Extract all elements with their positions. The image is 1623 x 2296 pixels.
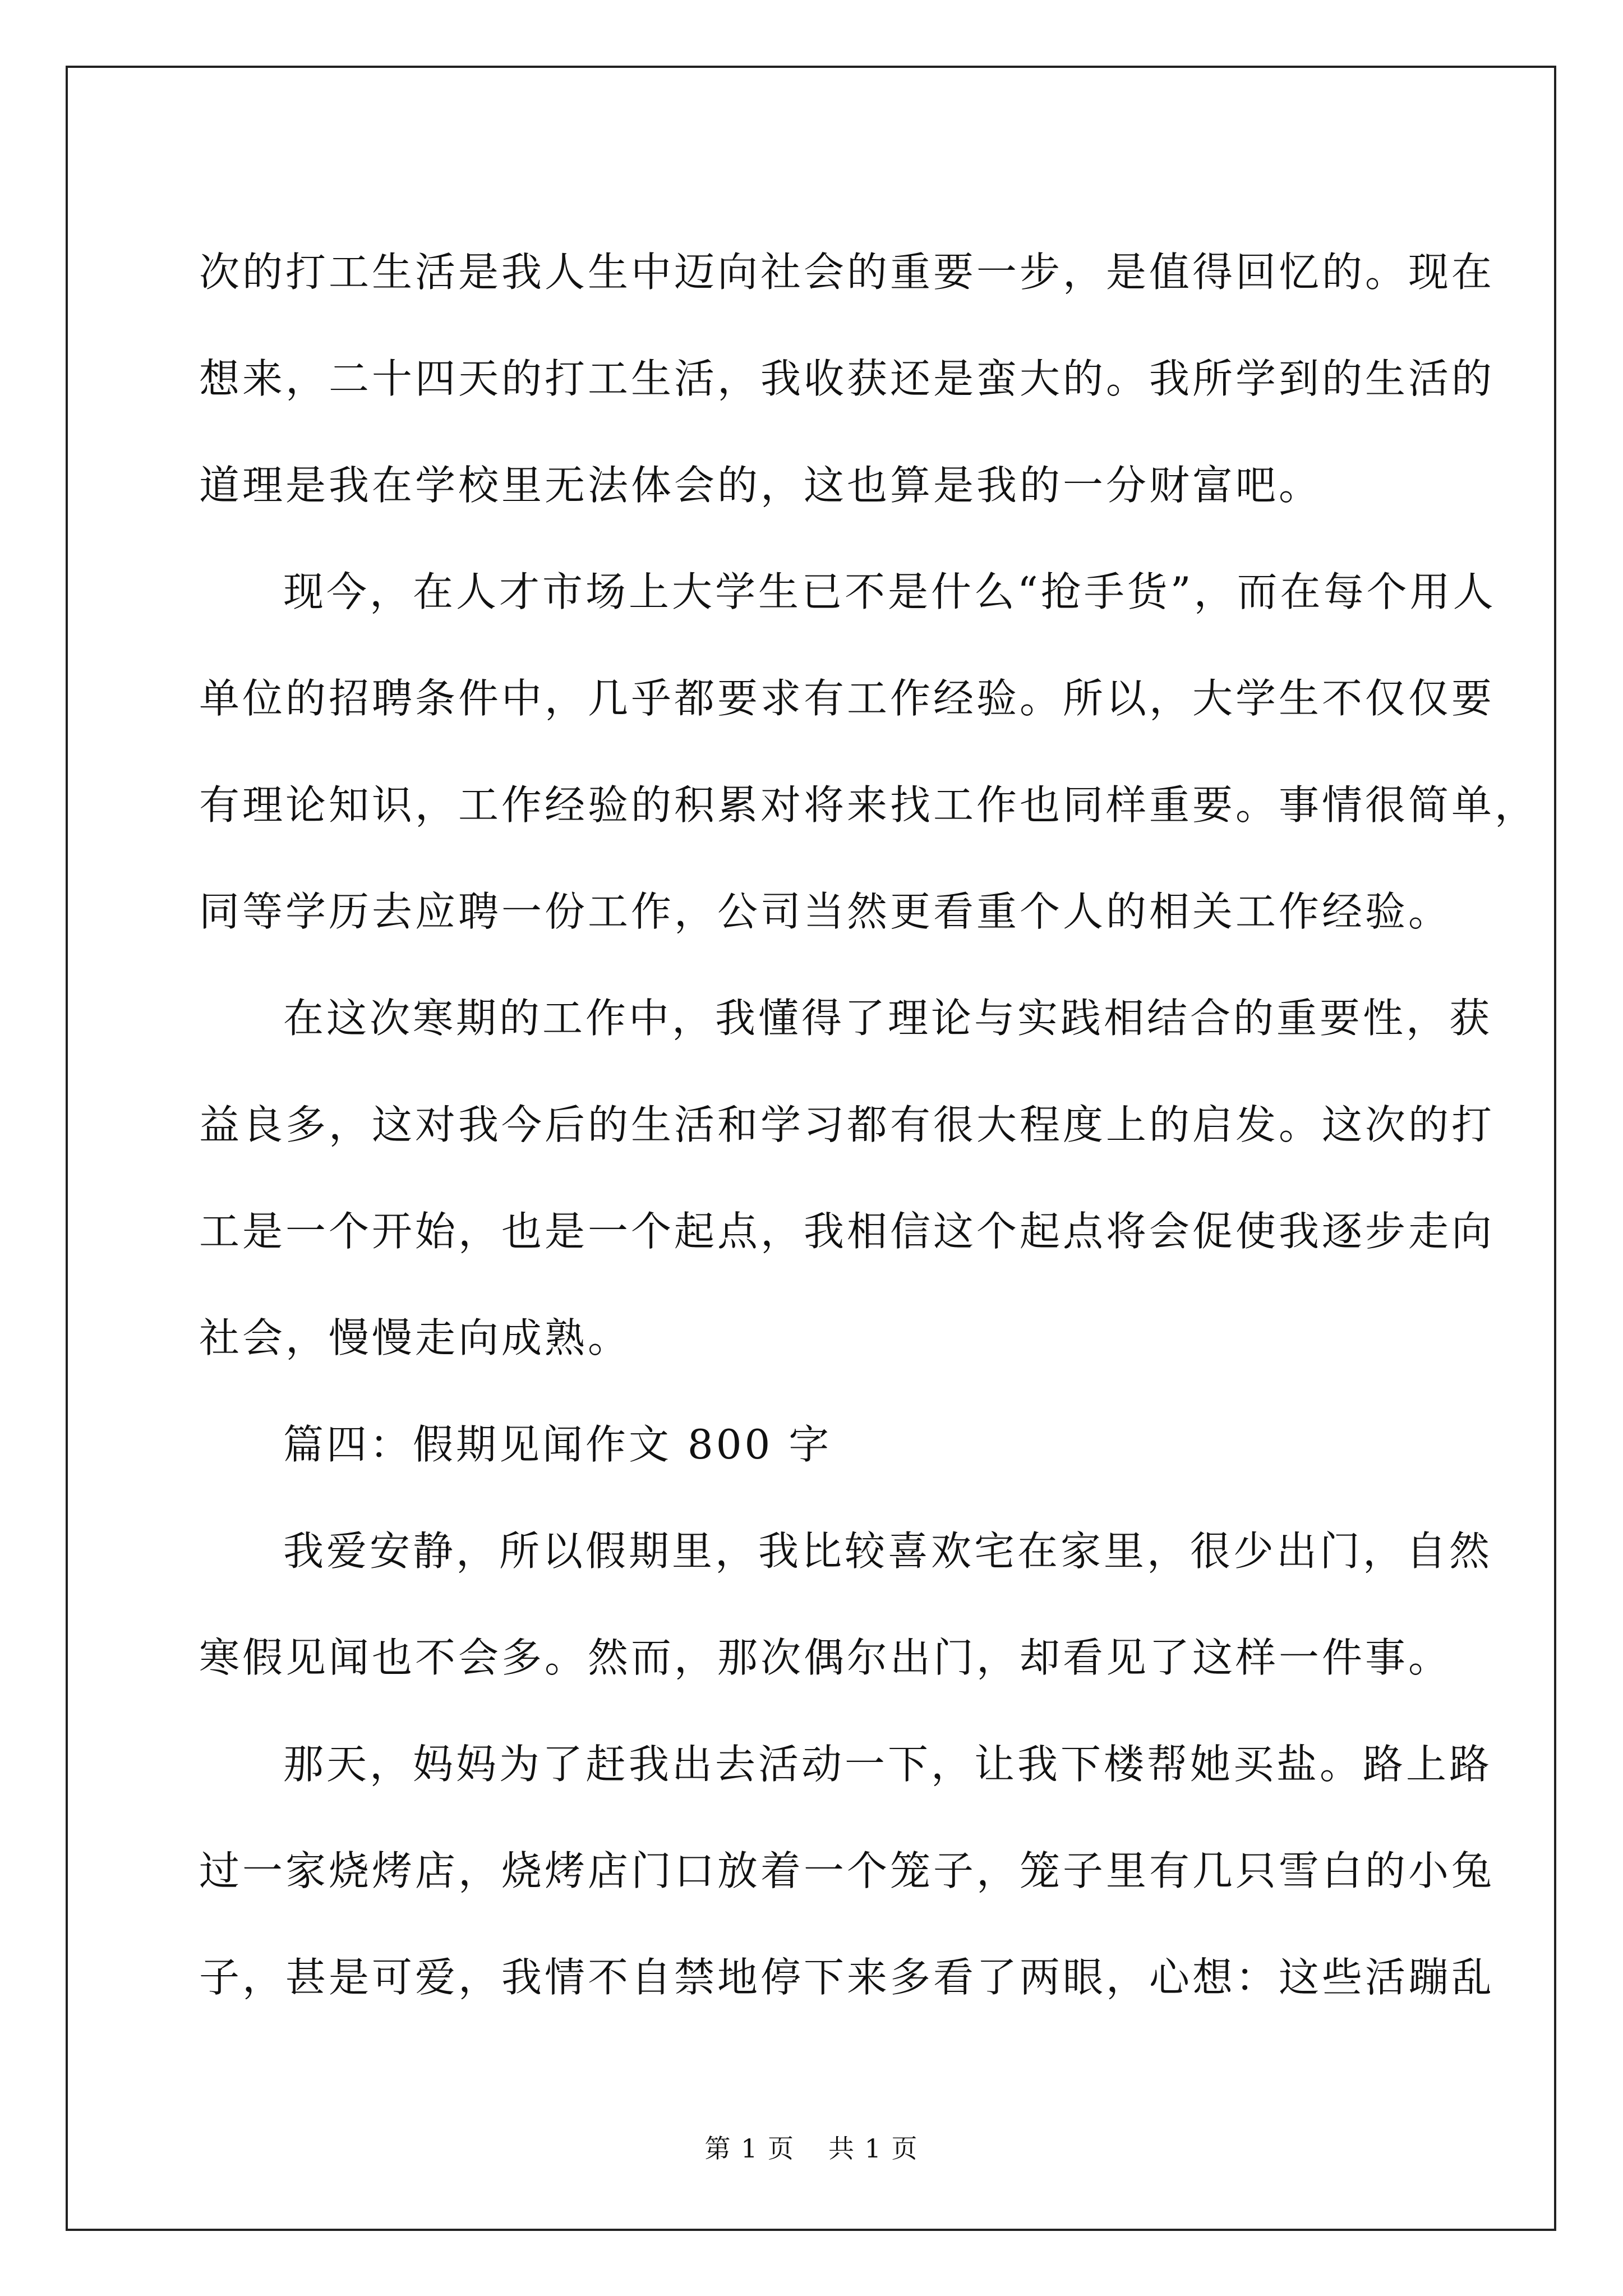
text-line: 那天，妈妈为了赶我出去活动一下，让我下楼帮她买盐。路上路 [283, 1741, 1493, 1788]
text-line: 我爱安静，所以假期里，我比较喜欢宅在家里，很少出门，自然 [283, 1527, 1493, 1575]
section-heading: 篇四：假期见闻作文 800 字 [283, 1421, 832, 1468]
text-line: 在这次寒期的工作中，我懂得了理论与实践相结合的重要性，获 [283, 995, 1493, 1042]
text-line: 社会，慢慢走向成熟。 [199, 1314, 631, 1361]
text-line: 次的打工生活是我人生中迈向社会的重要一步，是值得回忆的。现在 [199, 249, 1495, 296]
text-line: 寒假见闻也不会多。然而，那次偶尔出门，却看见了这样一件事。 [199, 1634, 1452, 1681]
document-body [199, 219, 1538, 2031]
text-line: 想来，二十四天的打工生活，我收获还是蛮大的。我所学到的生活的 [199, 355, 1495, 402]
text-line: 单位的招聘条件中，几乎都要求有工作经验。所以，大学生不仅仅要 [199, 675, 1495, 722]
text-line: 益良多，这对我今后的生活和学习都有很大程度上的启发。这次的打 [199, 1101, 1495, 1148]
page-total: 共 1 页 [828, 2133, 919, 2164]
text-line: 子，甚是可爱，我情不自禁地停下来多看了两眼，心想：这些活蹦乱 [199, 1954, 1495, 2001]
text-line: 工是一个开始，也是一个起点，我相信这个起点将会促使我逐步走向 [199, 1208, 1495, 1255]
text-line: 过一家烧烤店，烧烤店门口放着一个笼子，笼子里有几只雪白的小兔 [199, 1847, 1495, 1894]
text-line: 同等学历去应聘一份工作，公司当然更看重个人的相关工作经验。 [199, 888, 1452, 935]
page-footer [0, 2132, 1623, 2165]
text-line: 有理论知识，工作经验的积累对将来找工作也同样重要。事情很简单， [199, 781, 1538, 829]
text-line: 道理是我在学校里无法体会的，这也算是我的一分财富吧。 [199, 462, 1322, 509]
text-line: 现今，在人才市场上大学生已不是什么“抢手货”，而在每个用人 [283, 568, 1496, 615]
page-number: 第 1 页 [704, 2133, 795, 2164]
